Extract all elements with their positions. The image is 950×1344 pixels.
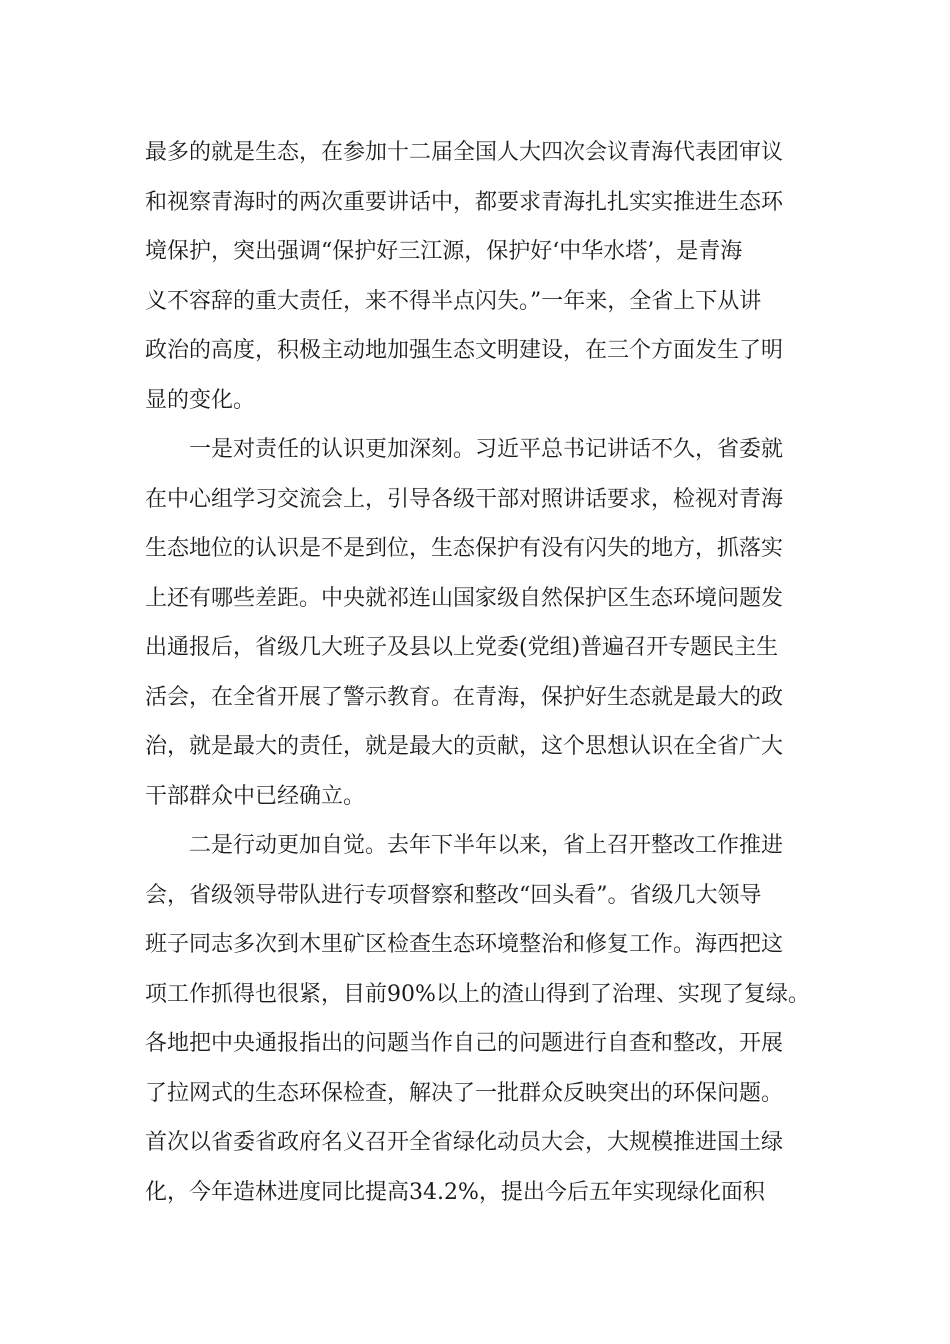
text-line: 上还有哪些差距。中央就祁连山国家级自然保护区生态环境问题发 <box>145 586 784 611</box>
text-line: 化，今年造林进度同比提高34.2%，提出今后五年实现绿化面积 <box>145 1180 765 1205</box>
text-line: 了拉网式的生态环保检查，解决了一批群众反映突出的环保问题。 <box>145 1081 784 1106</box>
text-line: 和视察青海时的两次重要讲话中，都要求青海扎扎实实推进生态环 <box>145 190 784 215</box>
text-line: 干部群众中已经确立。 <box>145 784 366 809</box>
text-line: 政治的高度，积极主动地加强生态文明建设，在三个方面发生了明 <box>145 338 784 363</box>
text-line: 义不容辞的重大责任，来不得半点闪失。”一年来，全省上下从讲 <box>145 289 762 314</box>
text-line: 首次以省委省政府名义召开全省绿化动员大会，大规模推进国土绿 <box>145 1130 784 1155</box>
text-line: 最多的就是生态，在参加十二届全国人大四次会议青海代表团审议 <box>145 140 784 165</box>
text-line: 治，就是最大的责任，就是最大的贡献，这个思想认识在全省广大 <box>145 734 784 759</box>
text-line: 班子同志多次到木里矿区检查生态环境整治和修复工作。海西把这 <box>145 932 784 957</box>
text-line: 显的变化。 <box>145 388 256 413</box>
text-line: 生态地位的认识是不是到位，生态保护有没有闪失的地方，抓落实 <box>145 536 784 561</box>
text-line: 会，省级领导带队进行专项督察和整改“回头看”。省级几大领导 <box>145 883 762 908</box>
text-line: 在中心组学习交流会上，引导各级干部对照讲话要求，检视对青海 <box>145 487 784 512</box>
text-line: 活会，在全省开展了警示教育。在青海，保护好生态就是最大的政 <box>145 685 784 710</box>
text-line: 境保护，突出强调“保护好三江源，保护好‘中华水塔’，是青海 <box>145 239 743 264</box>
paragraph-first-line: 一是对责任的认识更加深刻。习近平总书记讲话不久，省委就 <box>189 437 784 462</box>
text-line: 各地把中央通报指出的问题当作自己的问题进行自查和整改，开展 <box>145 1031 784 1056</box>
text-line: 项工作抓得也很紧，目前90%以上的渣山得到了治理、实现了复绿。 <box>145 982 810 1007</box>
paragraph-first-line: 二是行动更加自觉。去年下半年以来，省上召开整改工作推进 <box>189 833 784 858</box>
text-line: 出通报后，省级几大班子及县以上党委(党组)普遍召开专题民主生 <box>145 635 779 660</box>
